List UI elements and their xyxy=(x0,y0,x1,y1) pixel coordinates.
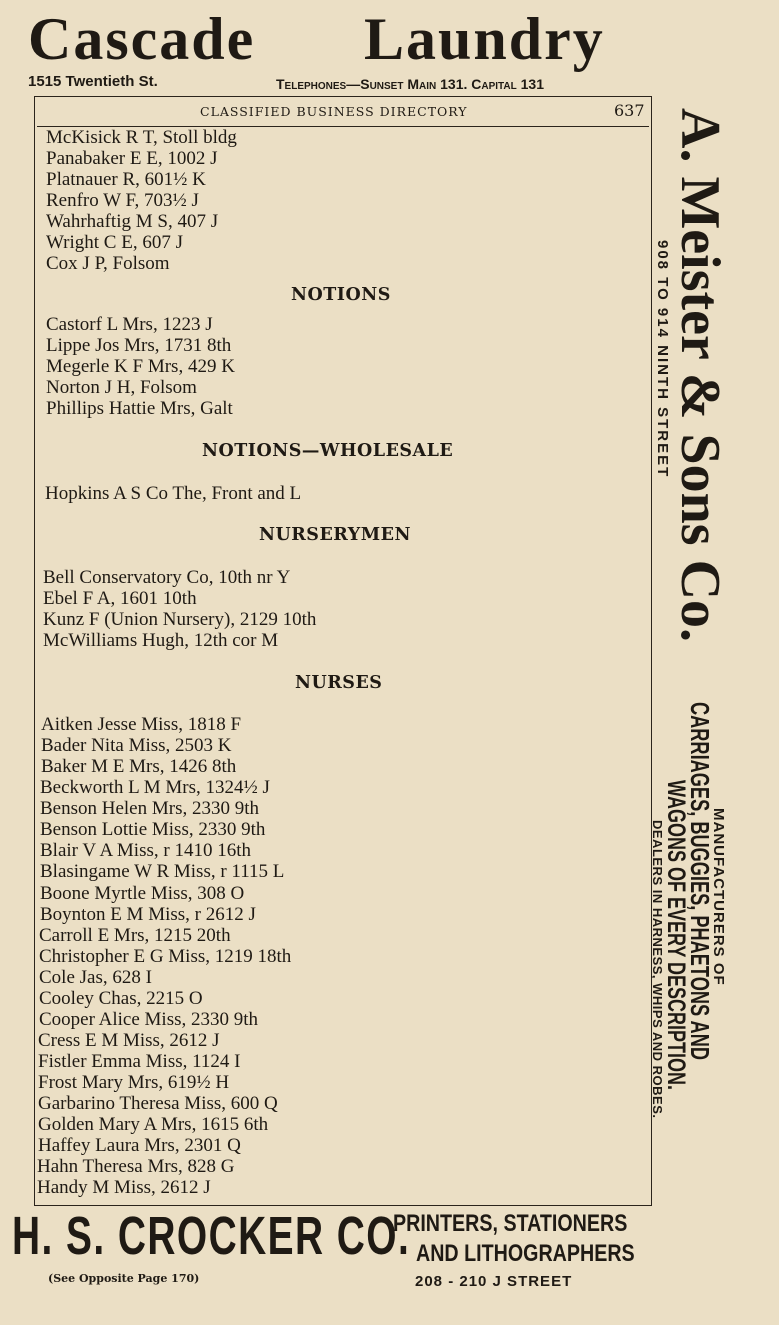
meister-address: 908 TO 914 NINTH STREET xyxy=(654,240,671,479)
section-heading-notions-wholesale: NOTIONS—WHOLESALE xyxy=(202,441,454,461)
list-item: Carroll E Mrs, 1215 20th xyxy=(39,925,231,946)
list-item: Wahrhaftig M S, 407 J xyxy=(46,211,219,232)
list-item: Hahn Theresa Mrs, 828 G xyxy=(37,1156,235,1177)
list-item: Garbarino Theresa Miss, 600 Q xyxy=(38,1093,278,1114)
list-item: Platnauer R, 601½ K xyxy=(46,169,206,190)
section-heading-nurses: NURSES xyxy=(295,673,383,693)
laundry-title-word-2: Laundry xyxy=(364,6,605,72)
laundry-address: 1515 Twentieth St. xyxy=(28,73,158,90)
meister-line-dealers: DEALERS IN HARNESS, WHIPS AND ROBES. xyxy=(650,820,665,1119)
list-item: Baker M E Mrs, 1426 8th xyxy=(41,756,237,777)
section-heading-notions: NOTIONS xyxy=(291,285,391,305)
meister-line-carriages: CARRIAGES, BUGGIES, PHAETONS AND xyxy=(685,702,715,1060)
list-item: McWilliams Hugh, 12th cor M xyxy=(43,630,279,651)
running-head: CLASSIFIED BUSINESS DIRECTORY xyxy=(200,104,468,119)
list-item: Wright C E, 607 J xyxy=(46,232,183,253)
list-item: Kunz F (Union Nursery), 2129 10th xyxy=(43,609,317,630)
list-item: Cooley Chas, 2215 O xyxy=(39,988,203,1009)
list-item: Cox J P, Folsom xyxy=(46,253,170,274)
list-item: Cole Jas, 628 I xyxy=(39,967,152,988)
crocker-see-opposite: (See Opposite Page 170) xyxy=(48,1272,200,1285)
list-item: Christopher E G Miss, 1219 18th xyxy=(39,946,292,967)
meister-line-wagons: WAGONS OF EVERY DESCRIPTION. xyxy=(662,780,690,1091)
list-item: Boynton E M Miss, r 2612 J xyxy=(40,904,256,925)
list-item: Phillips Hattie Mrs, Galt xyxy=(46,398,233,419)
list-item: Blair V A Miss, r 1410 16th xyxy=(40,840,251,861)
crocker-street: 208 - 210 J STREET xyxy=(415,1273,573,1290)
list-item: Castorf L Mrs, 1223 J xyxy=(46,314,213,335)
crocker-company-name: H. S. CROCKER CO. xyxy=(12,1206,411,1266)
meister-manufacturers-label: MANUFACTURERS OF xyxy=(710,808,727,986)
list-item: Panabaker E E, 1002 J xyxy=(46,148,218,169)
laundry-title-word-1: Cascade xyxy=(28,6,256,72)
list-item: Aitken Jesse Miss, 1818 F xyxy=(41,714,242,735)
list-item: Lippe Jos Mrs, 1731 8th xyxy=(46,335,232,356)
list-item: Golden Mary A Mrs, 1615 6th xyxy=(38,1114,269,1135)
list-item: Norton J H, Folsom xyxy=(46,377,197,398)
list-item: Haffey Laura Mrs, 2301 Q xyxy=(38,1135,241,1156)
laundry-telephones: Telephones—Sunset Main 131. Capital 131 xyxy=(276,76,544,92)
list-item: Fistler Emma Miss, 1124 I xyxy=(38,1051,241,1072)
list-item: Renfro W F, 703½ J xyxy=(46,190,199,211)
list-item: McKisick R T, Stoll bldg xyxy=(46,127,237,148)
page-number: 637 xyxy=(614,101,645,120)
list-item: Benson Helen Mrs, 2330 9th xyxy=(40,798,260,819)
crocker-line-1: PRINTERS, STATIONERS xyxy=(393,1210,628,1237)
section-heading-nurserymen: NURSERYMEN xyxy=(259,525,411,545)
list-item: Frost Mary Mrs, 619½ H xyxy=(38,1072,230,1093)
list-item: Cress E M Miss, 2612 J xyxy=(38,1030,220,1051)
list-item: Blasingame W R Miss, r 1115 L xyxy=(40,861,285,882)
list-item: Bader Nita Miss, 2503 K xyxy=(41,735,232,756)
list-item: Benson Lottie Miss, 2330 9th xyxy=(40,819,266,840)
list-item: Bell Conservatory Co, 10th nr Y xyxy=(43,567,291,588)
laundry-ad-title xyxy=(28,4,678,74)
list-item: Ebel F A, 1601 10th xyxy=(43,588,197,609)
list-item: Handy M Miss, 2612 J xyxy=(37,1177,211,1198)
list-item: Megerle K F Mrs, 429 K xyxy=(46,356,235,377)
list-item: Beckworth L M Mrs, 1324½ J xyxy=(40,777,270,798)
meister-company-name: A. Meister & Sons Co. xyxy=(669,108,731,643)
list-item: Cooper Alice Miss, 2330 9th xyxy=(39,1009,259,1030)
crocker-line-2: AND LITHOGRAPHERS xyxy=(416,1240,635,1267)
list-item: Boone Myrtle Miss, 308 O xyxy=(40,883,245,904)
list-item: Hopkins A S Co The, Front and L xyxy=(45,483,302,504)
